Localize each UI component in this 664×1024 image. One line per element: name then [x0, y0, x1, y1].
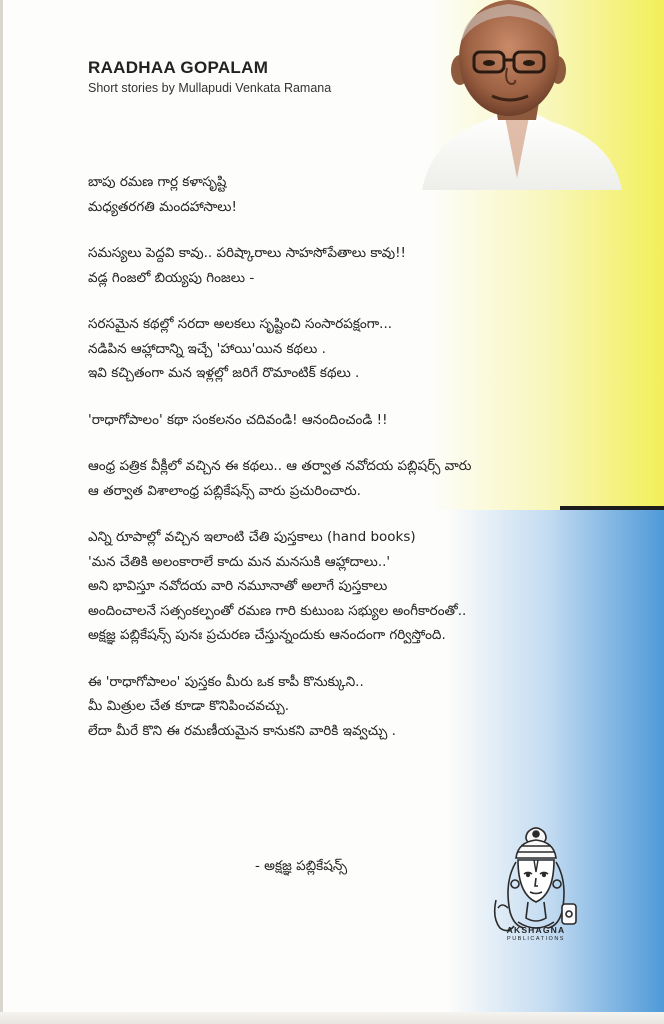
paragraph — [88, 312, 568, 386]
paragraph — [88, 670, 568, 744]
signoff: - అక్షజ్ఞ పబ్లికేషన్స్ — [255, 858, 348, 874]
text-line: బాపు రమణ గార్ల కళాసృష్టి — [88, 174, 227, 190]
page-edge — [0, 0, 3, 1024]
text-line: నడిపిన ఆహ్లాదాన్ని ఇచ్చే 'హాయి'యిన కథలు . — [88, 340, 326, 357]
header — [88, 58, 331, 95]
text-line: మధ్యతరగతి మందహాసాలు! — [88, 198, 237, 215]
paragraph — [88, 170, 568, 219]
page-bottom-edge — [0, 1012, 664, 1024]
book-title: RAADHAA GOPALAM — [88, 58, 269, 77]
publisher-name: AKSHAGNA — [506, 925, 566, 935]
text-line: 'రాధాగోపాలం' కథా సంకలనం చదివండి! ఆనందించండి !! — [88, 411, 388, 428]
text-line: లేదా మీరే కొని ఈ రమణీయమైన కానుకని వారికి ఇవ్వచ్చు . — [88, 722, 396, 739]
text-line: అని భావిస్తూ నవోదయ వారి నమూనాతో అలాగే పుస్తకాలు — [88, 578, 388, 594]
text-line: అక్షజ్ఞ పబ్లికేషన్స్ పునః ప్రచురణ చేస్తున్నందుకు ఆనందంగా గర్విస్తోంది. — [88, 627, 446, 643]
text-line: 'మన చేతికి అలంకారాలే కాదు మన మనసుకి ఆహ్లాదాలు..' — [88, 553, 391, 570]
blurb — [88, 170, 568, 765]
paragraph — [88, 454, 568, 503]
text-line: అందించాలనే సత్సంకల్పంతో రమణ గారి కుటుంబ సభ్యుల అంగీకారంతో.. — [88, 602, 467, 619]
paragraph — [88, 525, 568, 648]
text-line: ఈ 'రాధాగోపాలం' పుస్తకం మీరు ఒక కాపీ కొనుక్కుని.. — [88, 673, 364, 690]
text-line: సమస్యలు పెద్దవి కావు.. పరిష్కారాలు సాహసోపేతాలు కావు!! — [88, 245, 406, 261]
text-line: సరసమైన కథల్లో సరదా అలకలు సృష్టించి సంసారపక్షంగా... — [88, 316, 393, 332]
text-line: ఇవి కచ్చితంగా మన ఇళ్లల్లో జరిగే రొమాంటిక్ కథలు . — [88, 365, 360, 381]
band-divider — [560, 506, 664, 510]
paragraph — [88, 241, 568, 290]
book-subtitle: Short stories by Mullapudi Venkata Ramana — [88, 81, 332, 95]
text-line: వడ్ల గింజలో బియ్యపు గింజలు - — [88, 269, 255, 286]
author-portrait-icon — [412, 0, 622, 190]
paragraph — [88, 408, 568, 433]
text-line: ఎన్ని రూపాల్లో వచ్చిన ఇలాంటి చేతి పుస్తకాలు (hand books) — [88, 529, 416, 545]
text-line: ఆ తర్వాత విశాలాంధ్ర పబ్లికేషన్స్ వారు ప్రచురించారు. — [88, 482, 361, 499]
publisher-sub: PUBLICATIONS — [507, 936, 565, 942]
text-line: మీ మిత్రుల చేత కూడా కొనిపించవచ్చు. — [88, 698, 290, 714]
text-line: ఆంధ్ర పత్రిక వీక్లీలో వచ్చిన ఈ కథలు.. ఆ తర్వాత నవోదయ పబ్లిషర్స్ వారు — [88, 458, 472, 474]
